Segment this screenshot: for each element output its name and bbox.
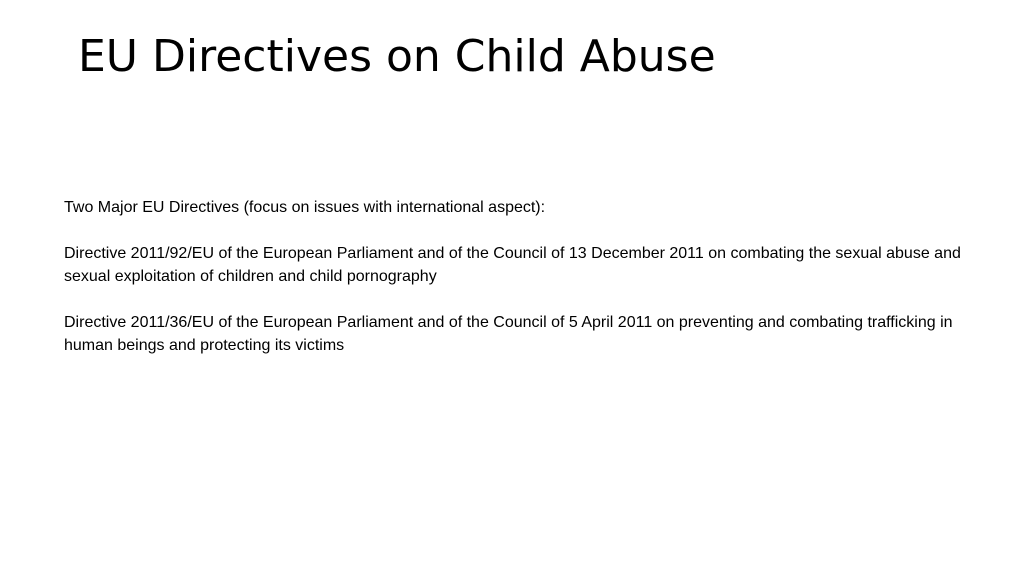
slide-title: EU Directives on Child Abuse — [78, 31, 716, 82]
directive-2011-92-text: Directive 2011/92/EU of the European Parliament and of the Council of 13 December 2011 on combating the sexual abuse and sexual exploitation of children and child pornography — [64, 245, 961, 285]
directive-2011-36-text: Directive 2011/36/EU of the European Parliament and of the Council of 5 April 2011 on preventing and combating trafficking in human beings and protecting its victims — [64, 314, 953, 354]
intro-text: Two Major EU Directives (focus on issues with international aspect): — [64, 199, 546, 216]
slide-body — [64, 196, 964, 380]
